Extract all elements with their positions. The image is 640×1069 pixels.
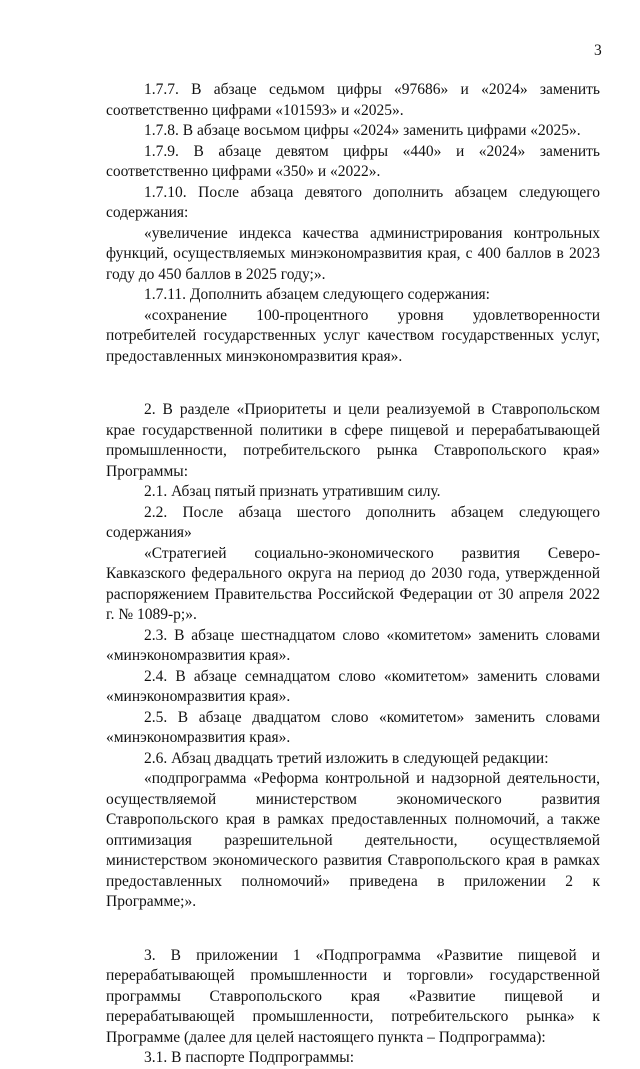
paragraph-2-1: 2.1. Абзац пятый признать утратившим силу. (144, 483, 441, 500)
paragraph-3-1: 3.1. В паспорте Подпрограммы: (144, 1049, 355, 1066)
paragraph-2-3: 2.3. В абзаце шестнадцатом слово «комитетом» заменить словами «минэкономразвития края». (106, 626, 600, 664)
paragraph-2-6: 2.6. Абзац двадцать третий изложить в следующей редакции: (144, 749, 549, 767)
paragraph-2-4: 2.4. В абзаце семнадцатом слово «комитетом» заменить словами «минэкономразвития края». (106, 667, 600, 705)
quote-paragraph: «подпрограмма «Реформа контрольной и надзорной деятельности, осуществляемой министерством экономического развития Ставропольского края в рамках предоставленных полномочий, а также оптимизация разрешительной деятельности, осуществляемой министерством экономического развития Ставропольского края в рамках предоставленных полномочий» приведена в приложении 2 к Программе;». (106, 770, 600, 910)
paragraph-2-5: 2.5. В абзаце двадцатом слово «комитетом» заменить словами «минэкономразвития края». (106, 708, 600, 746)
paragraph-2-2: 2.2. После абзаца шестого дополнить абзацем следующего содержания» (106, 503, 600, 541)
document-body (106, 80, 600, 1069)
quote-paragraph: «увеличение индекса качества администрирования контрольных функций, осуществляемых минэкономразвития края, с 400 баллов в 2023 году до 450 баллов в 2025 году;». (106, 224, 600, 283)
quote-paragraph: «Стратегией социально-экономического развития Северо-Кавказского федерального округа на период до 2030 года, утвержденной распоряжением Правительства Российской Федерации от 30 апреля 2022 г. № 1089-р;». (106, 544, 600, 623)
paragraph-1-7-7: 1.7.7. В абзаце седьмом цифры «97686» и «2024» заменить соответственно цифрами «101593» и «2025». (106, 81, 600, 119)
paragraph-3: 3. В приложении 1 «Подпрограмма «Развитие пищевой и перерабатывающей промышленности и торговли» государственной программы Ставропольского края «Развитие пищевой и перерабатывающей промышленности, потребительского рынка» к Программе (далее для целей настоящего пункта – Подпрограмма): (106, 946, 600, 1046)
paragraph-2: 2. В разделе «Приоритеты и цели реализуемой в Ставропольском крае государственной политики в сфере пищевой и перерабатывающей промышленности, потребительского рынка Ставропольского края» Программы: (106, 401, 600, 480)
paragraph-1-7-9: 1.7.9. В абзаце девятом цифры «440» и «2024» заменить соответственно цифрами «350» и «2022». (106, 142, 600, 180)
paragraph-1-7-10: 1.7.10. После абзаца девятого дополнить абзацем следующего содержания: (106, 183, 600, 221)
quote-paragraph: «сохранение 100-процентного уровня удовлетворенности потребителей государственных услуг качеством государственных услуг, предоставленных минэкономразвития края». (106, 306, 600, 365)
paragraph-1-7-8: 1.7.8. В абзаце восьмом цифры «2024» заменить цифрами «2025». (144, 122, 581, 139)
page-number: 3 (594, 42, 602, 59)
paragraph-1-7-11: 1.7.11. Дополнить абзацем следующего содержания: (144, 286, 490, 303)
